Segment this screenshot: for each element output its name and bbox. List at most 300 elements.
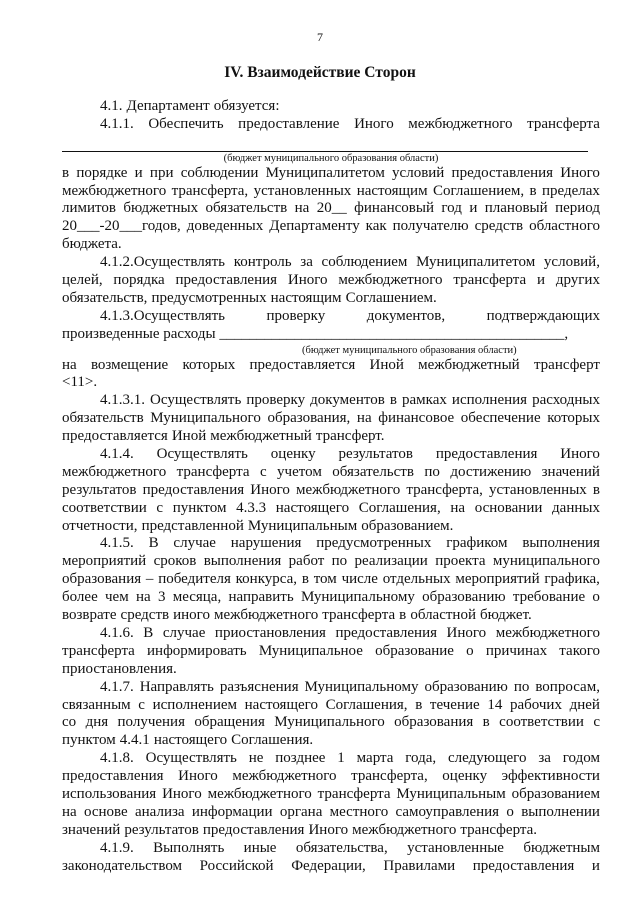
word: средств [120,607,170,624]
word: трансферта [317,785,391,802]
word: с [259,463,267,480]
word: эффективности [501,768,600,785]
word: Муниципалитетом [416,254,536,271]
word: в [529,182,537,199]
word: предоставления [472,857,575,874]
word: образования [394,714,474,731]
word: оценку [442,768,488,785]
word: 4.1.4. [100,446,134,463]
word: 4.3.3 [236,499,267,516]
word: подтверждающих [486,307,600,324]
word: межбюджетного [214,607,319,624]
word: на [62,803,77,820]
text-line [62,236,600,254]
word: мероприятий [62,553,147,570]
word: иного [173,607,210,624]
word: течение [429,696,480,713]
word: пунктом [172,499,227,516]
word: в [399,607,407,624]
word: трансферта, [351,768,428,785]
word: Соглашения. [231,732,314,749]
word: 4.1.5. [100,535,134,552]
word: трансферт. [315,428,385,445]
word: настоящего [244,696,318,713]
word: и [591,857,600,874]
blank-rule [62,134,588,152]
word: рабочих [509,696,562,713]
word: получателю [392,218,469,235]
word: 1 [337,750,345,767]
word: информации [191,803,273,820]
word: графиком [446,535,508,552]
word: настоящим [270,289,342,306]
word: финансовое [378,410,455,427]
word: соблюдении [180,164,259,181]
word: Правилами [383,857,456,874]
word: результатов [338,446,413,463]
word: трансферт [533,356,600,373]
word: предоставления [451,164,554,181]
text-line [62,165,600,183]
field-caption: (бюджет муниципального образования области) [302,344,517,356]
word: бюджетных [123,200,199,217]
word: документов [310,392,385,409]
word: предоставление [238,115,340,132]
word: марта [356,750,394,767]
text-line [62,446,600,464]
word: значений [62,821,121,838]
word: Департаменту [269,218,360,235]
word: результатов [62,481,137,498]
word: информировать [147,642,247,659]
word: самоуправления [395,803,500,820]
word: межбюджетный [210,428,312,445]
word: межбюджетного [207,785,312,802]
word: проверку [266,307,326,324]
word: предоставления [335,624,437,641]
word: в [482,714,490,731]
word: Муниципалитетом [265,164,385,181]
word: Иной [171,428,207,445]
word: Иного [560,164,600,181]
word: представленной [141,517,244,534]
text-line: произведенные расходы ______________________________________________, [62,325,569,342]
word: предоставления [435,446,538,463]
word: года, [405,750,437,767]
word: Федерации, [291,857,366,874]
word: Осуществлять [145,750,237,767]
word: графика, [544,571,600,588]
word: Департамент [126,98,210,114]
word: обязуется: [213,98,280,114]
word: приостановления. [62,660,177,677]
word: следующего [448,750,527,767]
word: предоставляется [249,356,356,373]
text-line [62,697,600,715]
word: не [248,750,264,767]
word: бюджетным [523,839,600,856]
word: основании [474,499,543,516]
word: контроль [233,254,292,271]
field-caption: (бюджет муниципального образования области) [223,152,439,164]
word: образованием [511,785,600,802]
word: которых [547,410,600,427]
word: Иного [287,272,328,289]
word: трансферта [176,463,250,480]
word: <11>. [62,374,98,391]
word: 3 [157,589,166,606]
word: с [156,499,164,516]
text-line [62,357,600,375]
word: 20__ [316,200,347,217]
word: законодательством [62,857,183,874]
word: учетом [277,463,322,480]
word: трансферта. [460,821,538,838]
word: отчетности, [62,517,138,534]
word: межбюджетного [296,481,401,498]
word: Муниципальным [396,785,506,802]
word: мероприятий [455,571,540,588]
word: обязательств [332,463,414,480]
text-line [62,840,600,858]
word: образование [375,642,454,659]
word: исполнением [152,696,237,713]
word: 14 [487,696,503,713]
word: бюджет. [480,607,532,624]
word: причинах [485,642,548,659]
word: по [424,463,440,480]
word: условий [392,164,445,181]
word: с [138,696,145,713]
word: проекта [435,553,486,570]
word: Осуществлять [156,446,248,463]
word: Иного [308,821,349,838]
word: случае [173,535,216,552]
word: том [313,571,337,588]
text-line [62,410,600,428]
word: межбюджетного [62,182,167,199]
word: обязательств [205,200,288,217]
word: приостановления [214,624,326,641]
word: при [149,164,174,181]
word: обеспечение [460,410,541,427]
word: основе [83,803,128,820]
word: других [555,272,600,289]
word: предоставления [175,272,278,289]
word: расходных [532,392,600,409]
word: в [389,392,397,409]
text-line [62,858,600,876]
word: оценку [270,446,316,463]
word: Соглашения, [325,696,408,713]
word: реализации [354,553,428,570]
word: как [365,218,387,235]
word: о [592,589,600,606]
word: Муниципальному [304,678,419,695]
word: связанным [62,696,131,713]
text-line [62,218,600,236]
word: 4.1.1. [100,115,134,132]
document-body [62,98,600,875]
word: Соглашением. [345,289,437,306]
word: настоящего [275,499,350,516]
word: обращения [194,714,265,731]
word: настоящего [153,732,228,749]
word: с [593,714,600,731]
word: выполнении [521,803,600,820]
word: нарушения [230,535,302,552]
word: Обеспечить [148,115,224,132]
text-line [62,518,600,536]
word: в [592,481,600,498]
word: которых [182,356,236,373]
text-line [62,482,600,500]
text-line [62,116,600,134]
word: такого [559,642,600,659]
text-line [62,822,600,840]
word: межбюджетного [495,624,600,641]
text-line [62,661,600,679]
word: на [356,410,372,427]
word: – [145,571,154,588]
word: дней [569,696,600,713]
word: со [62,714,77,731]
word: трансферта [453,272,527,289]
word: получения [117,714,185,731]
word: 4.1.6. [100,624,134,641]
text-line [62,308,600,326]
word: порядка [113,272,165,289]
word: на [450,499,466,516]
page-number: 7 [317,30,323,44]
text-line [62,750,600,768]
word: образованием. [361,517,454,534]
text-line [62,374,600,392]
word: в [62,164,70,181]
word: межбюджетный [418,356,520,373]
word: обязательства, [295,839,388,856]
word: использования [62,785,157,802]
word: межбюджетного [232,768,337,785]
word: год [441,200,462,217]
word: более [62,589,98,606]
word: исполнения [451,392,528,409]
word: возмещение [90,356,169,373]
word: трансферта [62,642,135,659]
word: значений [541,463,600,480]
word: результатов [124,821,199,838]
word: Иного [354,115,394,132]
text-line [62,464,600,482]
word: 4.1.3.Осуществлять [100,307,226,324]
word: предоставления [62,768,164,785]
word: соответствии [499,714,584,731]
word: целей, [62,272,103,289]
word: образования [62,571,142,588]
word: месяца, [172,589,222,606]
word: за [538,750,551,767]
word: местного [329,803,389,820]
word: В [148,535,159,552]
word: 4.1. [100,98,123,114]
word: лимитов [62,200,116,217]
text-line [62,625,600,643]
word: предусмотренных [316,535,432,552]
word: на [135,589,151,606]
text-line [62,553,600,571]
word: финансовый [354,200,434,217]
word: данных [552,499,600,516]
word: анализа [135,803,185,820]
text-line [62,428,600,446]
text-line [62,290,600,308]
word: случае [162,624,206,641]
text-line [62,643,600,661]
word: возврате [62,607,117,624]
word: условий, [543,254,600,271]
word: Муниципальному [300,589,415,606]
word: и [537,272,546,289]
word: позднее [275,750,326,767]
word: областной [410,607,476,624]
word: Российской [199,857,274,874]
word: соответствии [62,499,147,516]
word: пунктом [62,732,116,749]
word: образования, [267,410,351,427]
word: предусмотренных [151,289,267,306]
word: работ [288,553,325,570]
word: межбюджетного [408,115,513,132]
word: в [415,696,423,713]
text-line [62,768,600,786]
word: предоставления [142,481,245,498]
word: средств [474,218,524,235]
word: числе [341,571,378,588]
section-heading: IV. Взаимодействие Сторон [224,64,416,81]
word: трансферта, [171,182,249,199]
word: трансферта [527,115,600,132]
word: проверку [246,392,306,409]
word: Иного [178,768,218,785]
word: Муниципального [150,410,261,427]
text-line [62,535,600,553]
word: Выполнять [153,839,225,856]
word: образованию [424,678,508,695]
word: 4.1.2.Осуществлять [100,254,226,271]
word: соблюдением [321,254,408,271]
word: межбюджетного [62,463,167,480]
word: трансферта, [406,481,483,498]
word: 4.4.1 [119,732,150,749]
word: плановый [484,200,548,217]
word: 20___-20___годов, [62,218,181,235]
word: направить [228,589,294,606]
word: сроков [153,553,197,570]
word: Иного [250,481,290,498]
word: и [469,200,478,217]
word: Осуществлять [150,392,242,409]
word: предоставляется [62,428,168,445]
word: Направлять [139,678,214,695]
text-line [62,183,600,201]
text-line [62,200,600,218]
word: о [466,642,474,659]
word: областного [529,218,600,235]
word: вопросам, [535,678,600,695]
word: требование [512,589,586,606]
word: Иного [446,624,487,641]
word: достижению [450,463,532,480]
word: межбюджетного [352,821,457,838]
word: межбюджетного [338,272,443,289]
word: документов, [366,307,446,324]
word: в [301,571,309,588]
word: победителя [158,571,231,588]
word: 4.1.3.1. [100,392,145,409]
word: рамках [402,392,447,409]
text-line [62,392,600,410]
word: период [555,200,600,217]
word: о [506,803,514,820]
word: настоящим [356,182,428,199]
word: 4.1.8. [100,750,134,767]
text-line [62,804,600,822]
word: конкурса, [235,571,298,588]
word: Иного [560,446,600,463]
word: за [300,254,313,271]
word: годом [562,750,600,767]
word: образованию [422,589,506,606]
word: органа [279,803,323,820]
word: Муниципального [274,714,385,731]
word: Соглашением, [432,182,525,199]
word: установленных [253,182,352,199]
word: выполнения [522,535,600,552]
word: установленных [489,481,587,498]
word: выполнения [203,553,282,570]
word: предоставления [202,821,305,838]
word: Муниципальным [247,517,358,534]
word: муниципального [492,553,600,570]
text-line [62,571,600,589]
word: по [331,553,348,570]
text-line [62,98,600,116]
word: Иного [162,785,202,802]
word: на [294,200,310,217]
word: трансферта [322,607,396,624]
word: установленные [407,839,504,856]
text-line [62,254,600,272]
word: Соглашения, [358,499,441,516]
text-line [62,607,600,625]
word: В [143,624,154,641]
text-line [62,500,600,518]
word: отдельных [382,571,451,588]
text-line [62,786,600,804]
word: чем [105,589,129,606]
text-line [62,272,600,290]
word: иные [243,839,277,856]
word: Муниципальное [258,642,363,659]
word: порядке [76,164,128,181]
word: пределах [542,182,600,199]
word: обязательств [62,410,144,427]
word: на [62,356,77,373]
word: разъяснения [219,678,299,695]
word: по [513,678,530,695]
text-line [62,714,600,732]
text-line [62,679,600,697]
